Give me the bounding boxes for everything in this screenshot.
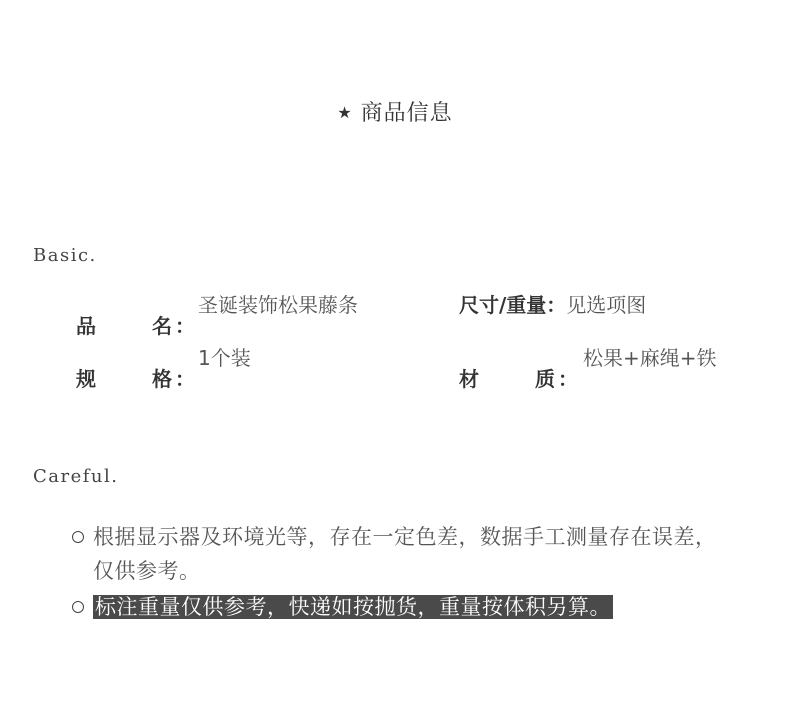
- spec-value: 圣诞装饰松果藤条: [198, 293, 358, 317]
- section-title-text: 商品信息: [360, 101, 453, 126]
- careful-label: Careful.: [33, 466, 119, 487]
- section-title: [0, 96, 790, 127]
- spec-name: 品 名 ：: [76, 314, 195, 338]
- bullet-icon: [72, 601, 84, 613]
- spec-specification: 规 格 ：: [76, 367, 195, 391]
- spec-size-weight: [459, 291, 646, 319]
- basic-label: Basic.: [33, 245, 97, 266]
- star-icon: ★: [337, 103, 353, 122]
- note-item: 根据显示器及环境光等，存在一定色差，数据手工测量存在误差，仅供参考。: [93, 525, 717, 583]
- spec-value: 1个装: [198, 346, 251, 370]
- spec-value: 见选项图: [566, 293, 647, 317]
- spec-value: 松果+麻绳+铁: [583, 346, 717, 370]
- spec-material: 材 质 ：: [459, 367, 578, 391]
- note-highlight: 标注重量仅供参考，快递如按抛货，重量按体积另算。: [95, 595, 611, 619]
- note-item: [93, 590, 733, 624]
- spec-key: 尺寸/重量：: [459, 293, 567, 317]
- bullet-icon: [72, 531, 84, 543]
